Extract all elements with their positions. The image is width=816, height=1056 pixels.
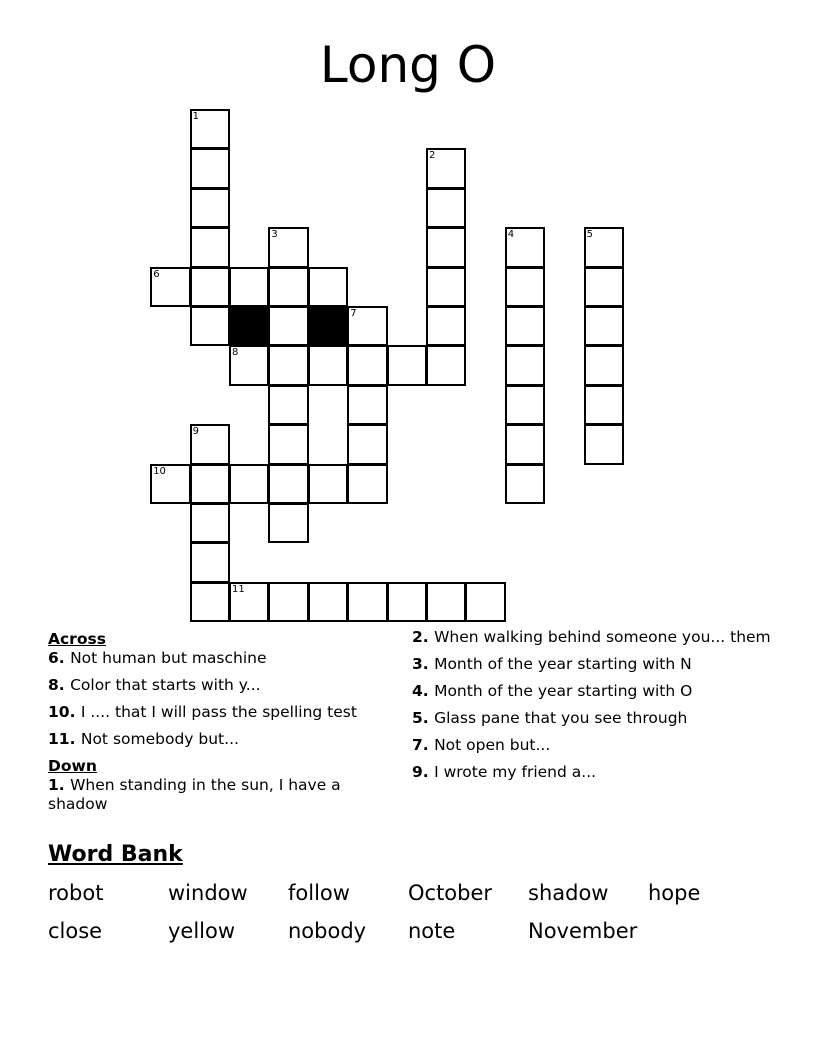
grid-cell[interactable] — [347, 306, 387, 346]
grid-cell[interactable] — [150, 464, 190, 504]
clue-number: 10. — [48, 703, 81, 721]
clue-text: I wrote my friend a... — [434, 763, 597, 781]
clue-number: 6. — [48, 649, 71, 667]
across-heading: Across — [48, 630, 106, 648]
black-cell — [308, 306, 348, 346]
grid-cell[interactable] — [387, 582, 427, 622]
word-bank-item: shadow — [528, 881, 609, 905]
clue-number: 7. — [412, 736, 435, 754]
clue-item — [48, 703, 403, 722]
clue-item — [48, 730, 403, 749]
clue-text: Not open but... — [434, 736, 551, 754]
clue-number: 3. — [412, 655, 435, 673]
grid-cell[interactable] — [505, 306, 545, 346]
clue-number: 1 — [192, 111, 199, 122]
down-clue-list-left — [48, 776, 403, 814]
word-bank-item: window — [168, 881, 248, 905]
clue-item — [412, 655, 772, 674]
grid-cell[interactable] — [268, 385, 308, 425]
grid-cell[interactable] — [229, 582, 269, 622]
clue-number: 5 — [586, 229, 593, 241]
grid-cell[interactable] — [190, 109, 230, 149]
word-bank-item: November — [528, 919, 638, 943]
grid-cell[interactable] — [268, 424, 308, 464]
clue-number: 2 — [429, 150, 436, 162]
grid-cell[interactable] — [505, 424, 545, 464]
grid-cell[interactable] — [505, 267, 545, 307]
word-bank-item: follow — [288, 881, 350, 905]
grid-cell[interactable] — [465, 582, 505, 622]
grid-cell[interactable] — [426, 306, 466, 346]
clue-text: I .... that I will pass the spelling test — [80, 703, 357, 721]
grid-cell[interactable] — [268, 582, 308, 622]
down-clue-list-right — [412, 628, 772, 782]
word-bank — [48, 880, 768, 944]
grid-cell[interactable] — [426, 188, 466, 228]
grid-cell[interactable] — [584, 345, 624, 385]
grid-cell[interactable] — [584, 267, 624, 307]
clue-number: 9 — [192, 426, 199, 438]
clue-number: 6 — [153, 268, 160, 280]
clue-number: 5. — [412, 709, 435, 727]
page-title: Long O — [319, 36, 497, 94]
clue-text: Month of the year starting with N — [434, 655, 692, 673]
grid-cell[interactable] — [308, 345, 348, 385]
grid-cell[interactable] — [268, 345, 308, 385]
grid-cell[interactable] — [347, 464, 387, 504]
grid-cell[interactable] — [229, 345, 269, 385]
clue-text: Month of the year starting with O — [434, 682, 693, 700]
clue-number: 3 — [271, 229, 278, 241]
grid-cell[interactable] — [190, 267, 230, 307]
grid-cell[interactable] — [308, 267, 348, 307]
grid-cell[interactable] — [426, 227, 466, 267]
word-bank-item: October — [408, 881, 493, 905]
grid-cell[interactable] — [308, 464, 348, 504]
clue-number: 4 — [507, 229, 515, 241]
clue-text: Glass pane that you see through — [434, 709, 688, 727]
clue-number: 1. — [48, 776, 71, 794]
grid-cell[interactable] — [505, 345, 545, 385]
clue-item — [412, 682, 772, 701]
grid-cell[interactable] — [505, 385, 545, 425]
word-bank-title: Word Bank — [48, 842, 183, 867]
grid-cell[interactable] — [268, 503, 308, 543]
grid-cell[interactable] — [190, 306, 230, 346]
grid-cell[interactable] — [505, 464, 545, 504]
grid-cell[interactable] — [190, 503, 230, 543]
word-bank-item: robot — [48, 881, 104, 905]
grid-cell[interactable] — [190, 424, 230, 464]
grid-cell[interactable] — [190, 227, 230, 267]
grid-cell[interactable] — [584, 227, 624, 267]
grid-cell[interactable] — [268, 464, 308, 504]
word-bank-item: hope — [648, 881, 701, 905]
clues-right-column — [412, 628, 772, 790]
clue-number: 7 — [350, 308, 357, 319]
grid-cell[interactable] — [426, 345, 466, 385]
clue-number: 11 — [232, 583, 245, 595]
clue-text: When standing in the sun, I have a shadow — [48, 776, 341, 813]
clue-number: 9. — [412, 763, 435, 781]
clue-number: 8. — [48, 676, 71, 694]
clue-number: 10 — [153, 465, 166, 477]
clue-item — [412, 628, 772, 647]
clue-number: 11. — [48, 730, 81, 748]
grid-cell[interactable] — [229, 267, 269, 307]
grid-cell[interactable] — [347, 345, 387, 385]
clue-number: 2. — [412, 628, 435, 646]
clue-text: Not human but maschine — [70, 649, 267, 667]
word-bank-item: note — [408, 919, 456, 943]
grid-cell[interactable] — [584, 385, 624, 425]
grid-cell[interactable] — [426, 148, 466, 188]
grid-cell[interactable] — [190, 542, 230, 582]
grid-cell[interactable] — [308, 582, 348, 622]
black-cell — [229, 306, 269, 346]
clue-item — [48, 649, 403, 668]
grid-cell[interactable] — [347, 385, 387, 425]
grid-cell[interactable] — [505, 227, 545, 267]
grid-cell[interactable] — [347, 582, 387, 622]
grid-cell[interactable] — [584, 424, 624, 464]
grid-cell[interactable] — [268, 227, 308, 267]
grid-cell[interactable] — [190, 188, 230, 228]
grid-cell[interactable] — [426, 582, 466, 622]
grid-cell[interactable] — [268, 306, 308, 346]
grid-cell[interactable] — [387, 345, 427, 385]
grid-cell[interactable] — [190, 582, 230, 622]
clue-text: When walking behind someone you... them — [434, 628, 771, 646]
down-heading: Down — [48, 757, 97, 775]
clue-item — [412, 736, 772, 755]
clue-item — [412, 763, 772, 782]
clue-item — [412, 709, 772, 728]
word-bank-item: yellow — [168, 919, 236, 943]
word-bank-item: close — [48, 919, 103, 943]
grid-cell[interactable] — [190, 148, 230, 188]
clue-item — [48, 676, 403, 695]
grid-cell[interactable] — [190, 464, 230, 504]
grid-cell[interactable] — [268, 267, 308, 307]
clue-text: Color that starts with y... — [70, 676, 261, 694]
grid-cell[interactable] — [347, 424, 387, 464]
clue-text: Not somebody but... — [80, 730, 239, 748]
clues-left-column — [48, 628, 403, 822]
clue-number: 4. — [412, 682, 435, 700]
clue-number: 8 — [232, 347, 239, 359]
word-bank-item: nobody — [288, 919, 367, 943]
grid-cell[interactable] — [426, 267, 466, 307]
grid-cell[interactable] — [584, 306, 624, 346]
clue-item — [48, 776, 403, 814]
grid-cell[interactable] — [229, 464, 269, 504]
grid-cell[interactable] — [150, 267, 190, 307]
across-clue-list — [48, 649, 403, 749]
